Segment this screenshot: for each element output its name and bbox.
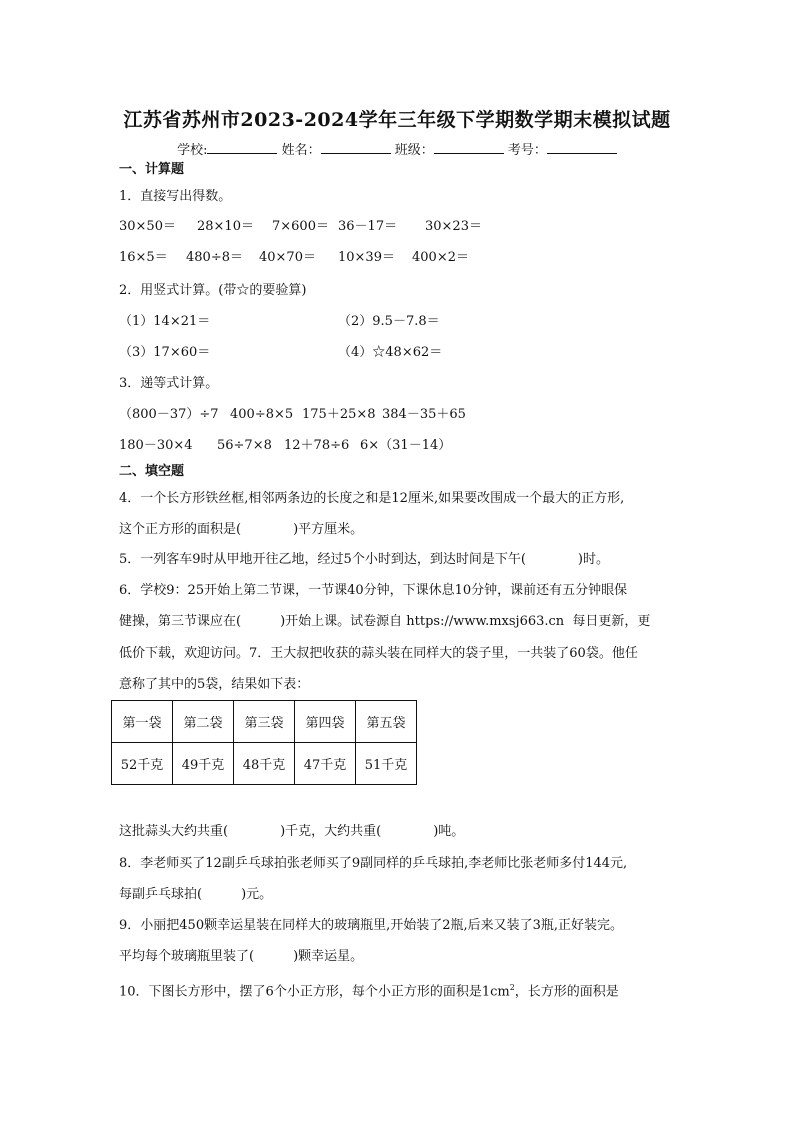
q4-line2: 这个正方形的面积是( )平方厘米。 xyxy=(119,522,364,537)
q9-line2: 平均每个玻璃瓶里装了( )颗幸运星。 xyxy=(119,949,364,964)
table-header-cell: 第二袋 xyxy=(173,701,234,743)
section-heading-fill: 二、填空题 xyxy=(119,464,185,479)
table-cell: 47千克 xyxy=(295,743,356,785)
q3-item: （800－37）÷7 xyxy=(119,407,219,422)
q6-line1: 6．学校9：25开始上第二节课，一节课40分钟，下课休息10分钟，课前还有五分钟眼保 xyxy=(119,583,628,598)
q3-heading: 3．递等式计算。 xyxy=(119,376,219,391)
q6-line2: 健操，第三节课应在( )开始上课。试卷源自 https://www.mxsj663.cn 每日更新，更 xyxy=(119,614,651,629)
q1-item: 400×2＝ xyxy=(412,250,469,265)
q3-item: 180－30×4 xyxy=(119,438,193,453)
q10-tail: ，长方形的面积是 xyxy=(514,984,619,1000)
table-cell: 49千克 xyxy=(173,743,234,785)
q3-item: 400÷8×5 xyxy=(230,407,294,422)
q1-item: 36－17＝ xyxy=(338,219,398,234)
q1-item: 7×600＝ xyxy=(272,219,329,234)
class-blank[interactable] xyxy=(434,141,504,154)
exam-no-label: 考号： xyxy=(507,143,547,158)
bag-weight-table xyxy=(111,700,417,785)
q2-heading: 2．用竖式计算。(带☆的要验算) xyxy=(119,283,307,298)
table-header-cell: 第四袋 xyxy=(295,701,356,743)
q1-item: 10×39＝ xyxy=(338,250,395,265)
q1-item: 480÷8＝ xyxy=(186,250,243,265)
q10-text: 10．下图长方形中，摆了6个小正方形，每个小正方形的面积是1cm xyxy=(119,984,510,1000)
q2-item: （1）14×21＝ xyxy=(119,314,211,329)
name-blank[interactable] xyxy=(321,141,391,154)
q10-line xyxy=(119,979,619,1001)
table-row xyxy=(112,743,417,785)
table-cell: 52千克 xyxy=(112,743,173,785)
q1-item: 30×23＝ xyxy=(425,219,482,234)
section-heading-calc: 一、计算题 xyxy=(119,162,185,177)
school-blank[interactable] xyxy=(207,141,277,154)
q1-item: 28×10＝ xyxy=(197,219,254,234)
table-cell: 48千克 xyxy=(234,743,295,785)
q4-line1: 4．一个长方形铁丝框,相邻两条边的长度之和是12厘米,如果要改围成一个最大的正方形, xyxy=(119,491,625,506)
q8-line1: 8．李老师买了12副乒乓球拍张老师买了9副同样的乒乓球拍,李老师比张老师多付144元, xyxy=(119,856,628,871)
q7-intro: 意称了其中的5袋，结果如下表： xyxy=(119,677,310,692)
q3-item: 175＋25×8 xyxy=(302,407,376,422)
table-header-row xyxy=(112,701,417,743)
student-info-line xyxy=(0,139,794,158)
q5-line: 5．一列客车9时从甲地开往乙地，经过5个小时到达，到达时间是下午( )时。 xyxy=(119,552,609,567)
table-header-cell: 第五袋 xyxy=(356,701,417,743)
q3-item: 56÷7×8 xyxy=(217,438,272,453)
q1-item: 40×70＝ xyxy=(259,250,316,265)
q9-line1: 9．小丽把450颗幸运星装在同样大的玻璃瓶里,开始装了2瓶,后来又装了3瓶,正好装完。 xyxy=(119,918,624,933)
q1-item: 16×5＝ xyxy=(119,250,168,265)
q7-answer-line: 这批蒜头大约共重( )千克，大约共重( )吨。 xyxy=(119,824,465,839)
q3-item: 6×（31－14） xyxy=(360,438,452,453)
q2-item: （4）☆48×62＝ xyxy=(338,345,443,360)
q8-line2: 每副乒乓球拍( )元。 xyxy=(119,887,273,902)
q6-line3: 低价下载，欢迎访问。7．王大叔把收获的蒜头装在同样大的袋子里，一共装了60袋。他任 xyxy=(119,646,638,661)
page-title: 江苏省苏州市2023-2024学年三年级下学期数学期末模拟试题 xyxy=(123,109,671,131)
exam-no-blank[interactable] xyxy=(547,141,617,154)
table-header-cell: 第一袋 xyxy=(112,701,173,743)
school-label: 学校: xyxy=(177,143,208,158)
q2-item: （2）9.5－7.8＝ xyxy=(338,314,440,329)
q1-item: 30×50＝ xyxy=(119,219,176,234)
q2-item: （3）17×60＝ xyxy=(119,345,211,360)
q3-item: 384－35＋65 xyxy=(382,407,466,422)
q3-item: 12＋78÷6 xyxy=(284,438,350,453)
q10-superscript: 2 xyxy=(509,983,515,992)
name-label: 姓名： xyxy=(281,143,321,158)
table-cell: 51千克 xyxy=(356,743,417,785)
q1-heading: 1．直接写出得数。 xyxy=(119,189,232,204)
table-header-cell: 第三袋 xyxy=(234,701,295,743)
class-label: 班级： xyxy=(394,143,434,158)
